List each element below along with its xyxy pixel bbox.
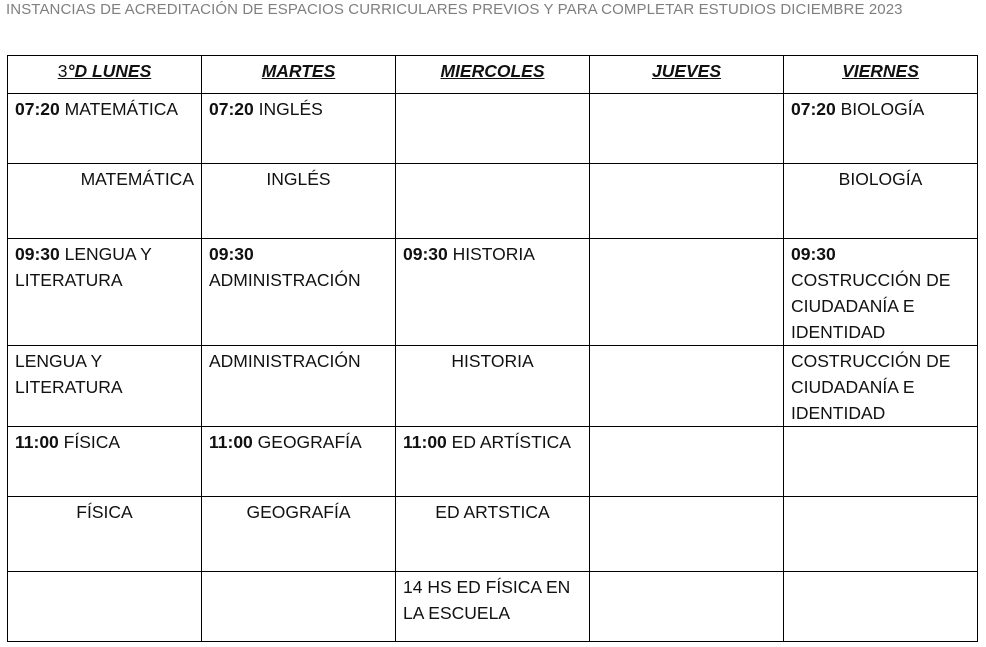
schedule-table — [7, 55, 978, 642]
cell-viernes-subject: BIOLOGÍA — [784, 164, 978, 239]
header-lunes — [8, 56, 202, 94]
table-row — [8, 239, 978, 346]
table-row — [8, 572, 978, 642]
time-label: 07:20 — [15, 99, 60, 119]
cell-miercoles-empty — [396, 164, 590, 239]
cell-lunes-0930 — [8, 239, 202, 346]
cell-miercoles-subject: ED ARTSTICA — [396, 497, 590, 572]
subject-label: MATEMÁTICA — [59, 99, 179, 119]
cell-viernes-empty — [784, 572, 978, 642]
cell-miercoles-note: 14 HS ED FÍSICA EN LA ESCUELA — [396, 572, 590, 642]
cell-jueves-empty — [590, 497, 784, 572]
cell-lunes-subject: LENGUA Y LITERATURA — [8, 346, 202, 427]
time-label: 11:00 — [209, 432, 253, 452]
cell-martes-0930 — [202, 239, 396, 346]
time-label: 11:00 — [15, 432, 59, 452]
cell-martes-subject: ADMINISTRACIÓN — [202, 346, 396, 427]
cell-martes-subject: GEOGRAFÍA — [202, 497, 396, 572]
cell-lunes-subject: MATEMÁTICA — [8, 164, 202, 239]
cell-lunes-0720 — [8, 94, 202, 164]
cell-lunes-empty — [8, 572, 202, 642]
cell-jueves-empty — [590, 239, 784, 346]
subject-label: COSTRUCCIÓN DE CIUDADANÍA E IDENTIDAD — [791, 270, 951, 342]
cell-viernes-empty — [784, 427, 978, 497]
subject-label: BIOLOGÍA — [835, 99, 925, 119]
cell-miercoles-0930 — [396, 239, 590, 346]
header-viernes: VIERNES — [784, 56, 978, 94]
subject-label: INGLÉS — [253, 99, 323, 119]
cell-miercoles-empty — [396, 94, 590, 164]
header-miercoles: MIERCOLES — [396, 56, 590, 94]
time-label: 09:30 — [15, 244, 60, 264]
subject-label: ED ARTÍSTICA — [446, 432, 571, 452]
cell-lunes-subject: FÍSICA — [8, 497, 202, 572]
subject-label: FÍSICA — [58, 432, 121, 452]
table-row — [8, 497, 978, 572]
cell-jueves-empty — [590, 572, 784, 642]
cell-viernes-0930 — [784, 239, 978, 346]
cell-jueves-empty — [590, 427, 784, 497]
table-header-row — [8, 56, 978, 94]
subject-label: ADMINISTRACIÓN — [209, 270, 361, 290]
cell-jueves-empty — [590, 94, 784, 164]
cell-viernes-subject: COSTRUCCIÓN DE CIUDADANÍA E IDENTIDAD — [784, 346, 978, 427]
subject-label: HISTORIA — [447, 244, 535, 264]
subject-label: GEOGRAFÍA — [252, 432, 362, 452]
cell-martes-empty — [202, 572, 396, 642]
header-jueves: JUEVES — [590, 56, 784, 94]
cell-miercoles-1100 — [396, 427, 590, 497]
time-label: 09:30 — [791, 244, 836, 264]
time-label: 07:20 — [791, 99, 836, 119]
table-row — [8, 427, 978, 497]
cell-viernes-empty — [784, 497, 978, 572]
cell-martes-0720 — [202, 94, 396, 164]
cell-miercoles-subject: HISTORIA — [396, 346, 590, 427]
table-row — [8, 94, 978, 164]
time-label: 11:00 — [403, 432, 447, 452]
header-lunes-label: °D LUNES — [67, 61, 152, 81]
document-title: INSTANCIAS DE ACREDITACIÓN DE ESPACIOS CURRICULARES PREVIOS Y PARA COMPLETAR ESTUDIOS DICIEMBRE 2023 — [6, 1, 903, 18]
cell-viernes-0720 — [784, 94, 978, 164]
cell-lunes-1100 — [8, 427, 202, 497]
time-label: 09:30 — [209, 244, 254, 264]
subject-label: LENGUA Y LITERATURA — [15, 244, 152, 290]
header-lunes-prefix: 3 — [57, 61, 68, 81]
time-label: 09:30 — [403, 244, 448, 264]
cell-jueves-empty — [590, 164, 784, 239]
table-row — [8, 164, 978, 239]
cell-jueves-empty — [590, 346, 784, 427]
cell-martes-subject: INGLÉS — [202, 164, 396, 239]
cell-martes-1100 — [202, 427, 396, 497]
table-row — [8, 346, 978, 427]
time-label: 07:20 — [209, 99, 254, 119]
header-martes: MARTES — [202, 56, 396, 94]
